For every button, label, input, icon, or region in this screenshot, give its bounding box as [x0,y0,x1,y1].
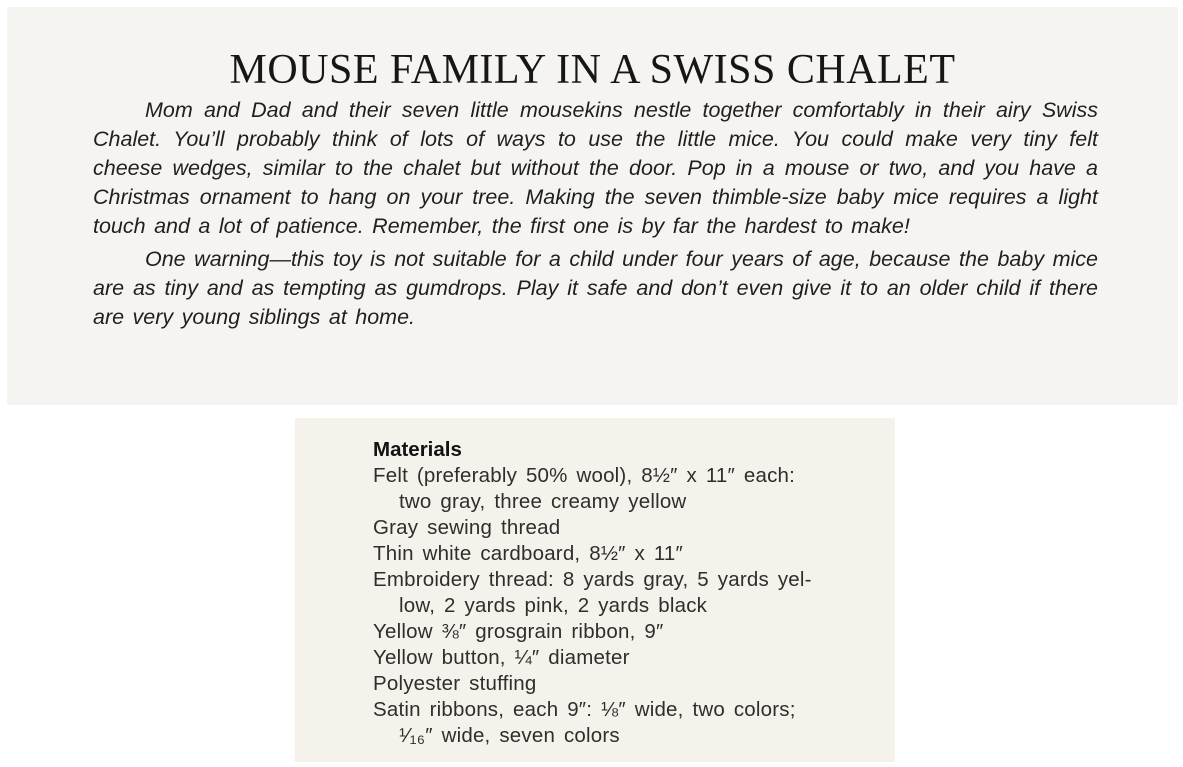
intro-paragraph-1: Mom and Dad and their seven little mousekins nestle together comfortably in their airy Swiss Chalet. You’ll probably think of lots of ways to use the little mice. You could make very tiny felt cheese wedges, similar to the chalet but without the door. Pop in a mouse or two, and you have a Christmas ornament to hang on your tree. Making the seven thimble-size baby mice requires a light touch and a lot of patience. Remember, the first one is by far the hardest to make! [93,98,1098,238]
intro-text-block [7,96,1178,332]
materials-line: Yellow button, ¼″ diameter [373,646,630,669]
materials-line: ¹⁄₁₆″ wide, seven colors [399,724,620,747]
materials-line: two gray, three creamy yellow [399,490,687,513]
materials-line: Embroidery thread: 8 yards gray, 5 yards yel- [373,568,812,591]
materials-panel [295,418,895,762]
materials-line: Thin white cardboard, 8½″ x 11″ [373,542,683,565]
materials-line: Felt (preferably 50% wool), 8½″ x 11″ each: [373,464,796,487]
materials-heading: Materials [373,438,462,461]
materials-line: low, 2 yards pink, 2 yards black [399,594,708,617]
materials-line: Yellow ⅜″ grosgrain ribbon, 9″ [373,620,664,643]
materials-line: Gray sewing thread [373,516,561,539]
materials-line: Satin ribbons, each 9″: ⅛″ wide, two colors; [373,698,796,721]
page-title: MOUSE FAMILY IN A SWISS CHALET [229,47,956,93]
intro-panel [7,7,1178,405]
materials-line: Polyester stuffing [373,672,537,695]
intro-paragraph-2: One warning—this toy is not suitable for a child under four years of age, because the baby mice are as tiny and as tempting as gumdrops. Play it safe and don’t even give it to an older child if there are very young siblings at home. [93,247,1098,329]
